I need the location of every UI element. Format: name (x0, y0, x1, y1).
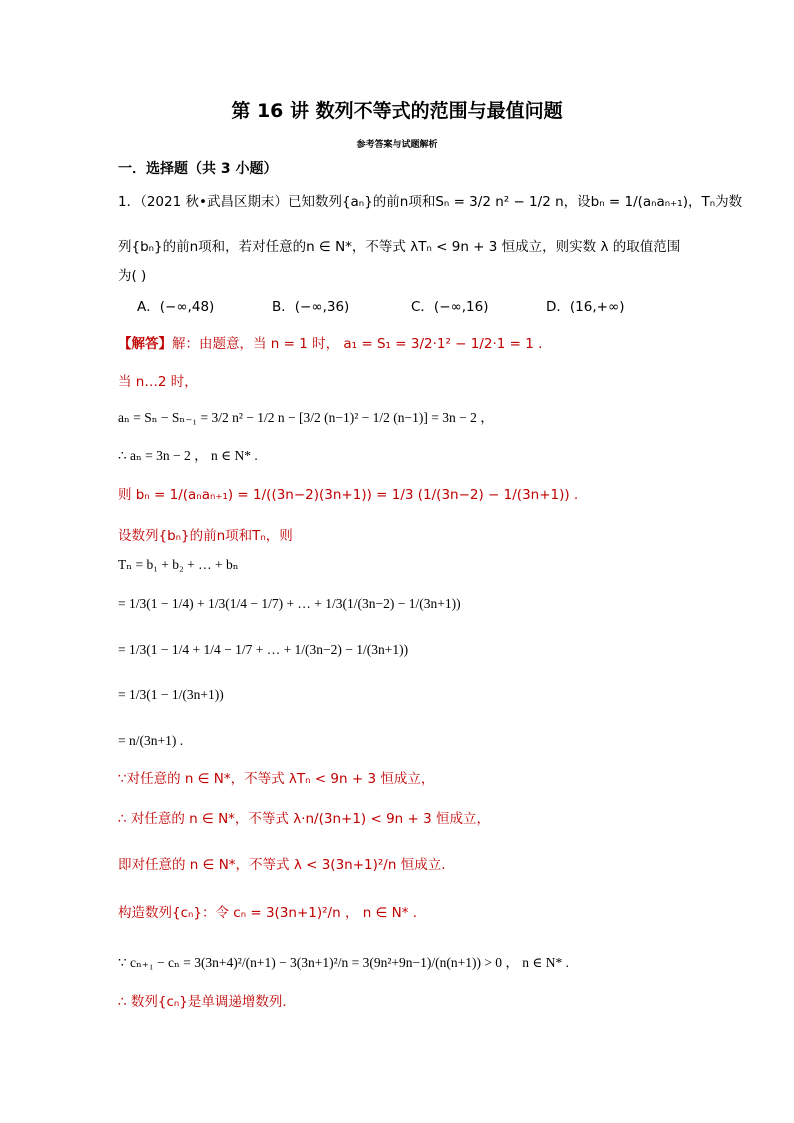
solution-line: = 1/3(1 − 1/(3n+1)) (118, 687, 224, 702)
solution-line: 设数列{bₙ}的前n项和Tₙ，则 (118, 528, 293, 544)
solution-line: ∴ 对任意的 n ∈ N*，不等式 λ·n/(3n+1) < 9n + 3 恒成立， (118, 811, 490, 827)
solution-line: = 1/3(1 − 1/4) + 1/3(1/4 − 1/7) + … + 1/3(1/(3n−2) − 1/(3n+1)) (118, 596, 461, 611)
solution-text: 解：由题意，当 n = 1 时， a₁ = S₁ = 3/2·1² − 1/2·1 = 1 . (172, 336, 543, 352)
solution-line: 构造数列{cₙ}：令 cₙ = 3(3n+1)²/n ， n ∈ N* . (118, 905, 418, 921)
solution-line: = n/(3n+1) . (118, 733, 184, 748)
question-line-2: 列{bₙ}的前n项和，若对任意的n ∈ N*，不等式 λTₙ < 9n + 3 恒成立，则实数 λ 的取值范围 (118, 239, 681, 255)
option-d: D．(16,+∞) (546, 299, 625, 315)
solution-line: ∵ cₙ₊₁ − cₙ = 3(3n+4)²/(n+1) − 3(3n+1)²/n = 3(9n²+9n−1)/(n(n+1)) > 0 ， n ∈ N* . (118, 955, 570, 970)
solution-line: 则 bₙ = 1/(aₙaₙ₊₁) = 1/((3n−2)(3n+1)) = 1/3 (1/(3n−2) − 1/(3n+1)) . (118, 487, 579, 503)
solution-line: ∴ 数列{cₙ}是单调递增数列． (118, 994, 296, 1010)
option-b: B．(−∞,36) (272, 299, 350, 315)
page-subtitle: 参考答案与试题解析 (356, 140, 438, 150)
solution-line: ∴ aₙ = 3n − 2 ， n ∈ N* . (118, 448, 258, 463)
page-title: 第 16 讲 数列不等式的范围与最值问题 (231, 100, 563, 122)
solution-line: 即对任意的 n ∈ N*，不等式 λ < 3(3n+1)²/n 恒成立． (118, 857, 455, 873)
solution-line (118, 332, 542, 352)
solution-line: aₙ = Sₙ − Sₙ₋₁ = 3/2 n² − 1/2 n − [3/2 (n−1)² − 1/2 (n−1)] = 3n − 2 ， (118, 410, 494, 425)
section-heading: 一．选择题（共 3 小题） (118, 161, 278, 177)
option-a: A．(−∞,48) (137, 299, 215, 315)
solution-line: ∵对任意的 n ∈ N*，不等式 λTₙ < 9n + 3 恒成立， (118, 771, 435, 787)
solution-marker: 【解答】 (118, 336, 172, 352)
option-c: C．(−∞,16) (411, 299, 489, 315)
solution-line: Tₙ = b₁ + b₂ + … + bₙ (118, 557, 239, 572)
solution-line: = 1/3(1 − 1/4 + 1/4 − 1/7 + … + 1/(3n−2) − 1/(3n+1)) (118, 642, 409, 657)
question-line-3: 为( ) (118, 268, 147, 284)
solution-line: 当 n…2 时， (118, 374, 198, 390)
question-line-1: 1．（2021 秋•武昌区期末）已知数列{aₙ}的前n项和Sₙ = 3/2 n² − 1/2 n，设bₙ = 1/(aₙaₙ₊₁)，Tₙ为数 (118, 194, 743, 210)
